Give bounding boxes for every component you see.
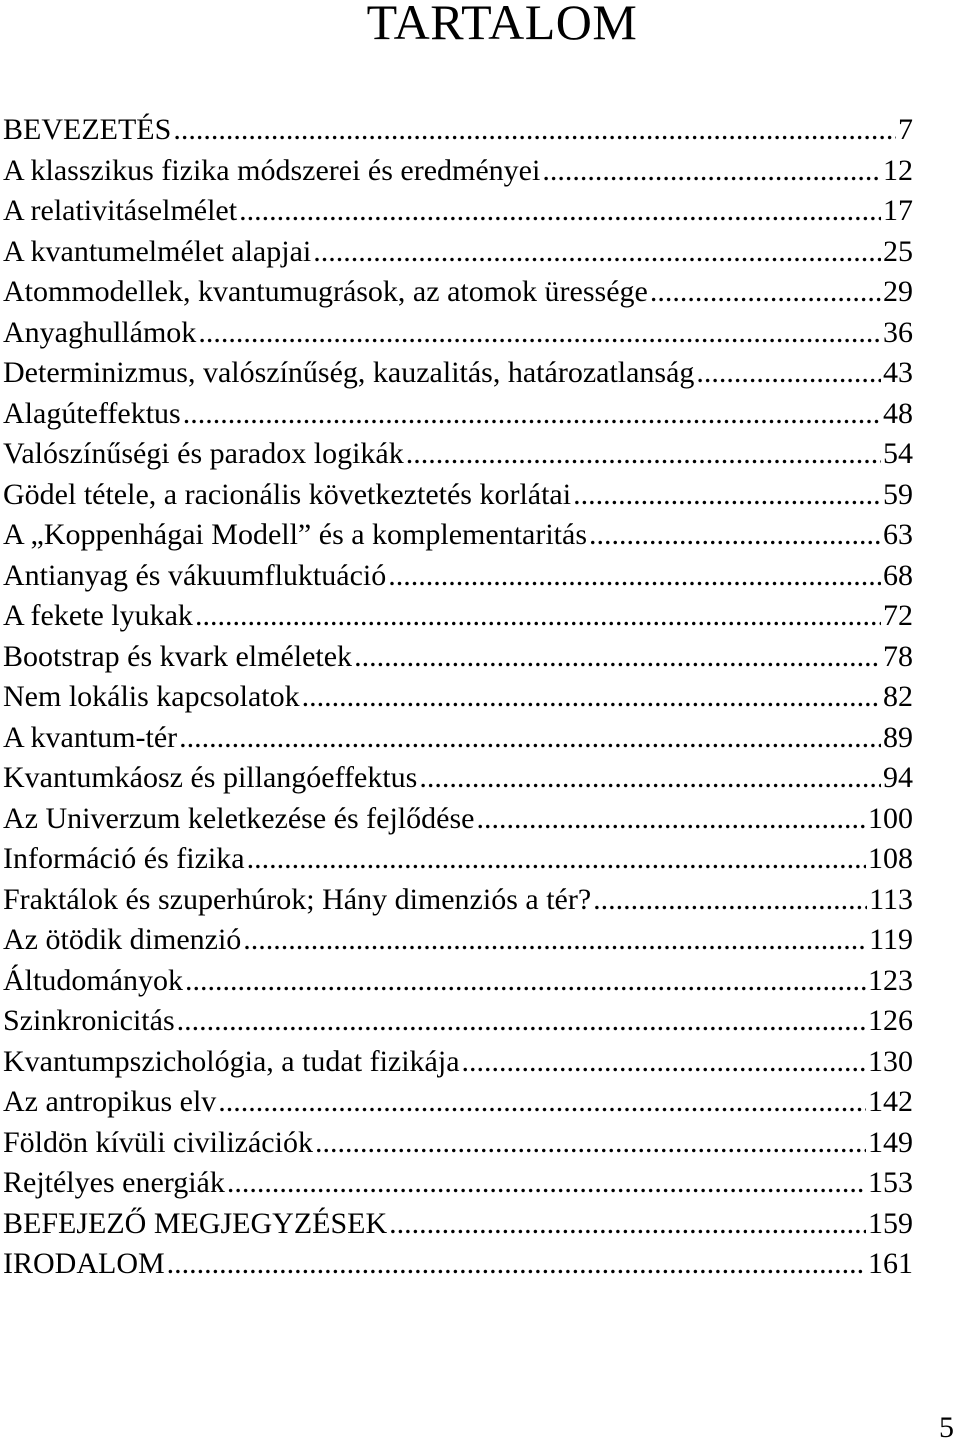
toc-entry-title: Gödel tétele, a racionális következtetés korlátai bbox=[3, 477, 572, 511]
toc-entry-page: 36 bbox=[883, 315, 913, 349]
toc-entry-title: BEFEJEZŐ MEGJEGYZÉSEK bbox=[3, 1206, 388, 1240]
toc-entry-page: 130 bbox=[868, 1044, 913, 1078]
toc-entry[interactable] bbox=[3, 799, 913, 840]
toc-entry-title: A kvantum-tér bbox=[3, 720, 178, 754]
toc-entry[interactable] bbox=[3, 596, 913, 637]
toc-entry-page: 159 bbox=[868, 1206, 913, 1240]
toc-entry[interactable] bbox=[3, 1123, 913, 1164]
toc-entry[interactable] bbox=[3, 313, 913, 354]
toc-dot-leader bbox=[593, 880, 867, 921]
toc-dot-leader bbox=[183, 394, 881, 435]
toc-entry-title: Információ és fizika bbox=[3, 842, 245, 875]
toc-entry-title: Atommodellek, kvantumugrások, az atomok üressége bbox=[3, 275, 648, 308]
toc-dot-leader bbox=[227, 1163, 866, 1204]
toc-dot-leader bbox=[354, 637, 881, 678]
toc-entry-title: Kvantumpszichológia, a tudat fizikája bbox=[3, 1044, 460, 1078]
toc-dot-leader bbox=[476, 799, 866, 840]
toc-entry-title: Fraktálok és szuperhúrok; Hány dimenziós a tér? bbox=[3, 882, 592, 916]
toc-entry[interactable] bbox=[3, 434, 913, 475]
table-of-contents bbox=[3, 110, 913, 1285]
toc-entry-title: Az ötödik dimenzió bbox=[3, 923, 242, 956]
toc-dot-leader bbox=[302, 677, 881, 718]
toc-dot-leader bbox=[218, 1082, 866, 1123]
toc-entry-title: A relativitáselmélet bbox=[3, 194, 238, 227]
toc-dot-leader bbox=[389, 1204, 866, 1245]
toc-entry-page: 78 bbox=[883, 639, 913, 673]
toc-dot-leader bbox=[419, 758, 881, 799]
toc-entry[interactable] bbox=[3, 556, 913, 597]
toc-dot-leader bbox=[173, 110, 896, 151]
toc-entry-page: 94 bbox=[883, 761, 913, 794]
toc-entry-page: 29 bbox=[883, 275, 913, 308]
toc-entry[interactable] bbox=[3, 1082, 913, 1123]
toc-entry-title: Az antropikus elv bbox=[3, 1085, 217, 1118]
toc-entry-title: A fekete lyukak bbox=[3, 599, 193, 632]
toc-dot-leader bbox=[247, 839, 866, 880]
toc-entry-title: Determinizmus, valószínűség, kauzalitás, határozatlanság bbox=[3, 356, 695, 389]
toc-entry-title: Anyaghullámok bbox=[3, 315, 197, 349]
page-title: TARTALOM bbox=[366, 0, 638, 50]
toc-dot-leader bbox=[315, 1123, 866, 1164]
toc-dot-leader bbox=[239, 191, 881, 232]
toc-entry-page: 113 bbox=[869, 882, 913, 916]
toc-entry-page: 82 bbox=[883, 680, 913, 713]
toc-entry-page: 7 bbox=[898, 113, 913, 146]
toc-entry-page: 43 bbox=[883, 356, 913, 389]
toc-entry-page: 12 bbox=[883, 153, 913, 187]
toc-dot-leader bbox=[589, 515, 881, 556]
toc-dot-leader bbox=[179, 718, 881, 759]
toc-entry-title: Antianyag és vákuumfluktuáció bbox=[3, 558, 387, 592]
toc-entry-title: A „Koppenhágai Modell” és a komplementaritás bbox=[3, 518, 587, 551]
toc-dot-leader bbox=[573, 475, 881, 516]
toc-dot-leader bbox=[696, 353, 881, 394]
toc-entry[interactable] bbox=[3, 394, 913, 435]
toc-entry-page: 48 bbox=[883, 396, 913, 430]
toc-dot-leader bbox=[388, 556, 881, 597]
toc-dot-leader bbox=[167, 1244, 866, 1285]
toc-entry-page: 17 bbox=[883, 194, 913, 227]
page-number: 5 bbox=[939, 1411, 954, 1444]
toc-entry-title: IRODALOM bbox=[3, 1247, 165, 1280]
toc-entry[interactable] bbox=[3, 232, 913, 273]
toc-entry-page: 89 bbox=[883, 720, 913, 754]
toc-entry-page: 72 bbox=[883, 599, 913, 632]
toc-entry[interactable] bbox=[3, 718, 913, 759]
toc-entry-page: 119 bbox=[869, 923, 913, 956]
toc-entry-page: 161 bbox=[868, 1247, 913, 1280]
toc-entry[interactable] bbox=[3, 758, 913, 799]
toc-entry-page: 149 bbox=[868, 1125, 913, 1159]
toc-dot-leader bbox=[198, 313, 881, 354]
toc-entry[interactable] bbox=[3, 1244, 913, 1285]
toc-entry-page: 108 bbox=[868, 842, 913, 875]
toc-entry-title: Alagúteffektus bbox=[3, 396, 181, 430]
toc-dot-leader bbox=[542, 151, 881, 192]
toc-entry[interactable] bbox=[3, 961, 913, 1002]
toc-entry-title: Áltudományok bbox=[3, 963, 183, 997]
toc-entry[interactable] bbox=[3, 151, 913, 192]
toc-entry-title: Kvantumkáosz és pillangóeffektus bbox=[3, 761, 418, 794]
toc-entry[interactable] bbox=[3, 1042, 913, 1083]
toc-entry-page: 68 bbox=[883, 558, 913, 592]
toc-dot-leader bbox=[243, 920, 867, 961]
toc-entry-title: Földön kívüli civilizációk bbox=[3, 1125, 313, 1159]
toc-entry-title: A klasszikus fizika módszerei és eredményei bbox=[3, 153, 541, 187]
toc-entry[interactable] bbox=[3, 1204, 913, 1245]
toc-entry-page: 59 bbox=[883, 477, 913, 511]
toc-entry-title: Valószínűségi és paradox logikák bbox=[3, 437, 404, 470]
toc-entry-page: 100 bbox=[868, 801, 913, 835]
toc-dot-leader bbox=[313, 232, 881, 273]
toc-entry-page: 126 bbox=[868, 1004, 913, 1037]
toc-entry[interactable] bbox=[3, 191, 913, 232]
toc-entry[interactable] bbox=[3, 475, 913, 516]
toc-entry-page: 63 bbox=[883, 518, 913, 551]
toc-entry[interactable] bbox=[3, 920, 913, 961]
toc-entry[interactable] bbox=[3, 880, 913, 921]
toc-entry-title: Szinkronicitás bbox=[3, 1004, 175, 1037]
toc-entry[interactable] bbox=[3, 353, 913, 394]
toc-entry[interactable] bbox=[3, 515, 913, 556]
toc-entry[interactable] bbox=[3, 1001, 913, 1042]
toc-entry-page: 123 bbox=[868, 963, 913, 997]
toc-entry-title: Bootstrap és kvark elméletek bbox=[3, 639, 353, 673]
toc-entry-title: Nem lokális kapcsolatok bbox=[3, 680, 300, 713]
toc-entry[interactable] bbox=[3, 677, 913, 718]
toc-dot-leader bbox=[650, 272, 881, 313]
toc-entry-title: BEVEZETÉS bbox=[3, 113, 172, 146]
toc-entry-page: 54 bbox=[883, 437, 913, 470]
toc-entry-title: Rejtélyes energiák bbox=[3, 1166, 225, 1199]
toc-entry-page: 25 bbox=[883, 234, 913, 268]
toc-entry[interactable] bbox=[3, 272, 913, 313]
toc-dot-leader bbox=[406, 434, 881, 475]
toc-dot-leader bbox=[462, 1042, 866, 1083]
toc-entry[interactable] bbox=[3, 637, 913, 678]
toc-dot-leader bbox=[177, 1001, 866, 1042]
toc-entry-title: A kvantumelmélet alapjai bbox=[3, 234, 312, 268]
toc-entry[interactable] bbox=[3, 839, 913, 880]
toc-dot-leader bbox=[195, 596, 881, 637]
toc-entry-page: 153 bbox=[868, 1166, 913, 1199]
toc-entry-title: Az Univerzum keletkezése és fejlődése bbox=[3, 801, 475, 835]
toc-dot-leader bbox=[185, 961, 866, 1002]
toc-entry[interactable] bbox=[3, 110, 913, 151]
toc-entry-page: 142 bbox=[868, 1085, 913, 1118]
toc-entry[interactable] bbox=[3, 1163, 913, 1204]
